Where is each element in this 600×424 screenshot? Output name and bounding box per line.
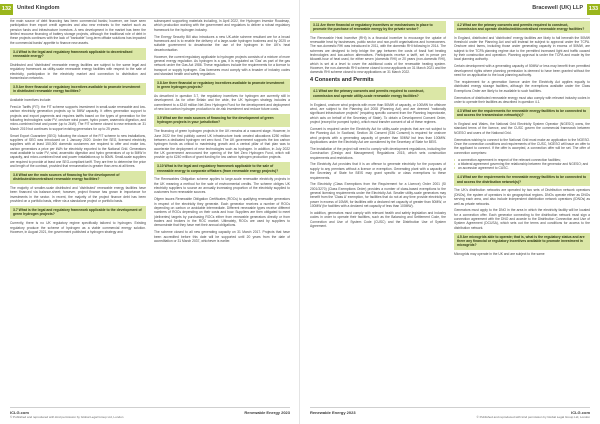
footer-rule <box>310 407 590 408</box>
paragraph: Feed-in Tariffs (FIT): the FIT scheme supports investment in small-scale renewable and low-carbon electricity generation projects up to 5MW capacity. It offers generation support to projects and export payments and requires tariffs based on the types of generation for the following technologies: solar PV, onshore wind power, hydro power, anaerobic digestion, and micro-combined heat and power (up to 2kW). The FIT scheme closed to new entrants on 31 March 2019 but continues to support existing generators for up to 25 years. <box>10 104 146 131</box>
paragraph: In England, distributed and 'distributed' energy facilities are likely to fall beneath the 50MW threshold under the Planning Act and will instead be subject to approval under the TCPA. Onshore wind farms, including those under generating capacity in excess of 50MW, are subject to the TCPA planning regime due to the permitted increased light and traffic caused by their construction and operation. Planning approval is under the TCPA and made by the local planning authority. <box>454 35 590 62</box>
list-item: • an accession agreement to CUSC. <box>454 166 590 170</box>
paragraph: The UK's distribution networks are operated by two sets of Distribution network operators (DNOs), the system of operators in six geographical regions. DNOs operate either as DNOs serving each area, and also include independent distribution network operators (IDNOs) as well as private networks. <box>454 188 590 206</box>
paragraph: Currently, there is no UK regulatory regime specifically tailored to hydrogen. Existing regulatory produce the scheme of hydrogen as a viable commercial energy solution. However, in August 2021, the government published a hydrogen strategy and <box>10 221 146 234</box>
paragraph: The Electricity (Class Exemptions from the Requirement for a Licence) Order 2001 (SI 2001/3270) (Class Exemptions Order) provides a number of class-based exemptions to the general licensing requirements under the Electricity Act. Smaller utility-scale generators may benefit from the 'Class A' exemption, for facilities that do not at any time provide electricity in power in excess of 10MW, for facilities with a declared net capacity of greater than 50MW, or 100MW (for facilities with a declared net capacity of less than 100MW). <box>310 182 446 209</box>
bullet-list <box>454 158 590 171</box>
text-columns <box>310 19 590 404</box>
footer-copyright: © Published and reproduced with kind permission by Global Legal Group Ltd, London <box>10 415 124 419</box>
paragraph: Smart Export Guarantee (SEG): following the closure of the FIT scheme to new installations, suppliers of SEG was introduced on 1 January 2020. Under the SEG, licensed electricity suppliers with at least 150,000 domestic customers are required to offer and make low-carbon generators a price per kWh for electricity exported to the National Grid. Generators must available to solar PV, wind, anaerobic digestion and hydro generators of up to 5MW in capacity, and micro-combined heat and power installations up to 50kW. Small-scale suppliers are required to provide at least one SEG-compliant tariff. They are free to determine the price and length of the contract, provided that remuneration is greater than zero at all times. <box>10 133 146 168</box>
question-box: 3.9 What are the main sources of financing for the development of green hydrogen projects in your jurisdiction? <box>154 114 290 127</box>
paragraph: Consent is required under the Electricity Act for utility-scale projects that are not subject to the Planning Act. In Scotland, Section 36 Consent (S36 Consent) is required for onshore wind projects with a generating capacity of greater than 50MW but less than 100MW. Applications under the Electricity Act are considered by the Secretary of State for BEIS. <box>310 126 446 144</box>
paragraph: Microgrids may operate in the UK and are subject to the same <box>454 252 545 257</box>
question-box: 3.4 What is the legal and regulatory framework applicable to decentralised renewable energy? <box>10 48 146 61</box>
paragraph: Ofgem issues Renewable Obligation Certificates (ROCs) to qualifying renewable generators in respect of the electricity they generate. Each generator receives a number of ROCs depending on carbon or avoidable intermediate. Different renewable types receive different numbers of ROCs depending on their costs and how. Suppliers are then obligated to meet (deliveries) targets by purchasing ROCs either from renewable generators directly or from traders and brokers in the ROC market. Ultimately, ROCs are used by suppliers to demonstrate that they have met their annual obligations. <box>154 197 290 228</box>
paragraph: the main source of debt financing has been commercial banks; however, we have seen participation from export credit agencies and also new entrants to the market such as pension funds and infrastructure investors. A new development in the market has been the limited recourse financing of battery storage projects, although the traditional role of debt in these projects continues with the lack of "bankable" long-term offtake solutions has impacted the commercial banks' appetite to finance new assets. <box>10 19 146 45</box>
paragraph: subsequent supporting materials including, in April 2022, the Hydrogen Investor Roadmap, which production working with the government and regulators to deliver a robust regulatory framework for the hydrogen industry. <box>154 19 290 32</box>
list-item: • a connection agreement in respect of the relevant connection facilities; <box>454 158 590 162</box>
question-box: 4.3 What are the requirements for renewable energy facilities to be connected to and access the transmission network(s)? <box>454 107 590 120</box>
question-box: 4.2 What are the primary consents and permits required to construct, commission and operate distributed/decentralised renewable energy facilities? <box>454 21 590 34</box>
footer-site: ICLG.com <box>10 410 29 415</box>
paragraph: The financing of green hydrogen projects in the UK remains at a nascent stage. However, in June 2022 the first publicly owned UK infrastructure bank created allocations £250 million between a dedicated hydrogen net zero fund. The UK government supports the low carbon hydrogen funds as critical to maximising growth and a central pillar of that plan was to accelerate the deployment of new technologies such as hydrogen. In addition, in July 2022 the UK government announced the opening of the Net Zero Hydrogen Fund, which will provide up to £240 million of grant funding for low carbon hydrogen production projects. <box>154 129 290 160</box>
footer-rule <box>10 407 290 408</box>
paragraph: In England, onshore wind projects with more than 50MW of capacity, or 100MW for offshore wind, are subject to the Planning Act 2008 (Planning Act) and are deemed "nationally significant infrastructure projects" (requiring specific consent from the Planning Inspectorate, which acts on behalf of the Secretary of State). To obtain a Development Consent Order, project (except for pumped hydro), which must transfer consent of all of these regimes. <box>310 102 446 124</box>
question-box: 3.7 What is the legal and regulatory framework applicable to the development of green hydrogen projects? <box>10 206 146 219</box>
paragraph: The Renewable Heat Incentive (RHI) is a financial incentive to encourage the uptake of renewable heat by businesses, public sector and non-profit organisations and homeowners. The non-domestic RHI was introduced in 2011, with the domestic RHI following in 2014. The schemes are designed to help bridge the gap between the costs of fossil fuel heating technologies and low-carbon alternatives. Participants receive a tariff, set in pence per kilowatt-hour of heat used, for either seven (domestic RHI) or 20 years (non-domestic RHI), which is set at a level to cover the additional costs of the renewable heating system. However, the non-domestic RHI scheme closed to new applicants on 31 March 2021 and the domestic RHI scheme closed to new applications on 31 March 2022. <box>310 35 446 75</box>
footer-copyright: © Published and reproduced with kind permission by Global Legal Group Ltd, London <box>476 415 590 419</box>
paragraph: Generators wishing to connect to the National Grid must make an application to the NGESO. Once the connection conditions and requirements of the CUSC, NGESO will issue an offer to the applicant to connect. If the offer is accepted, a connection offer will be set. The offer of connection comprises: <box>454 137 590 155</box>
header-title: Bracewell (UK) LLP <box>532 5 583 11</box>
page-footer <box>10 407 290 420</box>
paragraph: The installation of the project will need to comply with development regulations, including the Construction (Design and Management) Regulations 2015, which sets construction requirements and restrictions. <box>310 146 446 160</box>
right-page <box>300 0 600 424</box>
question-box: 4.4 What are the requirements for renewable energy facilities to be connected to and access the distribution network(s)? <box>454 173 590 186</box>
paragraph: Distributed and 'distributed' renewable energy facilities are subject to the same legal and regulatory framework as utility-scale renewable energy facilities with respect to the sale of electricity, participation in the electricity market and connection to distribution and transmission networks. <box>10 62 146 80</box>
paragraph: The scheme closed to all new generating capacity on 31 March 2017. Projects that have been accredited before this date will be supported until 20 years from the date of accreditation or 31 March 2037, whichever is earlier. <box>154 230 290 244</box>
paragraph: Generators of distributed renewable energy must also comply with relevant industry codes in order to operate their facilities as described in question 4.1. <box>454 95 590 104</box>
paragraph: In addition, generators must comply with relevant health and safety legislation and industry codes in order to operate their facilities, such as the Balancing and Settlement Code, the Connection and Use of System Code (CUSC) and the Distribution Use of System Agreement. <box>310 211 446 229</box>
footer-publication: Renewable Energy 2023 <box>310 410 356 415</box>
paragraph: In England and Wales, the National Grid Electricity System Operator (NGESO) owns, the standard terms of the licence, and the CUSC govern the commercial framework between NGESO and users of the National Grid. <box>454 122 590 135</box>
page-header <box>300 4 600 16</box>
question-box: 3.6 What are the main sources of financing for the development of distributed/decentralised renewable energy facilities? <box>10 171 146 184</box>
paragraph: However, the current regulatory applicable to hydrogen projects consists of a mixture of more general energy regulation. As hydrogen is a gas, it is regulated as 'Gas' as part of the gas network under the Gas Act 1986. These regulations include the requirements for a licence to transport or supply hydrogen. Gas licensees must comply with a broader of industry codes and standard health and safety regulation. <box>154 54 290 76</box>
section-heading: 4 Consents and Permits <box>310 77 374 84</box>
page-footer <box>310 407 590 420</box>
column-2 <box>154 19 290 404</box>
paragraph: As described in question 3.7, the regulatory incentives for hydrogen are currently still in development. As for other Britain and the wide, the UK hydrogen strategy includes a commitment to a £240 million Net Zero Hydrogen Fund for the development and deployment of new low carbon hydrogen production to de-risk investment and reduce future costs. <box>154 94 290 112</box>
page-number: 133 <box>587 4 600 15</box>
paragraph: Available incentives include: <box>10 98 52 102</box>
footer-publication: Renewable Energy 2023 <box>244 410 290 415</box>
paragraph: Certain development with a generating capacity of 50MW or less may benefit from permitted development rights where planning permission is deemed to have been granted without the need for an application to the local planning authority. <box>454 64 590 78</box>
paragraph: The requirement for a generation licence under the Electricity Act applies equally to distributed energy storage facilities, although the exemptions available under the Class Exemptions Order are likely to be available to such facilities. <box>454 79 590 93</box>
text-columns <box>10 19 290 404</box>
paragraph: Generators must apply to the DNO in the area in which the electricity facility will be located for a connection offer. Each generator connecting to the distribution network must sign a connection agreement with the DNO and accede to the Distribution Connection and Use of System Agreement (DCUSA), which sets out the terms and conditions for access to the distribution network. <box>454 208 590 230</box>
column-2 <box>454 19 590 404</box>
question-box: 4.5 Are microgrids able to operate; that is, what is the regulatory status and are there any financial or regulatory incentives available to promote investment in microgrids? <box>454 233 590 250</box>
paragraph: The majority of smaller-scale distributed and 'distributed' renewable energy facilities have been financed via balance-sheet; however, project finance has grown in importance for investments in the sector. In recent, the majority of the project finance debt has been provided on a portfolio basis, either via a standalone project or portfolio basis. <box>10 186 146 204</box>
column-1 <box>310 19 446 404</box>
question-box: 3.5 Are there financial or regulatory incentives available to promote investment in distributed renewable energy facilities? <box>10 83 146 96</box>
question-box: 3.11 Are there financial or regulatory incentives or mechanisms in place to promote the purchase of renewable energy by the private sector? <box>310 21 446 34</box>
page-header <box>0 4 300 16</box>
question-box: 3.10 What is the legal and regulatory framework applicable to the sale of renewable energy to corporate offtakers (from renewable energy projects)? <box>154 162 290 175</box>
paragraph: The Energy Security Bill also introduces a new UK-wide scheme resultant are for a broad framework and is to enable the delivery of a large-scale hydrogen business and by 2025 or suitable government to decarbonise the use of the hydrogen in the UK's heat decarbonisation. <box>154 34 290 52</box>
page-number: 132 <box>0 4 13 15</box>
footer-site: ICLG.com <box>571 410 590 415</box>
paragraph: The Renewables Obligation scheme applies to large-scale renewable electricity projects in the UK meaning a method for the sale of environmental credits. The scheme obliges UK electricity suppliers to source an annually increasing proportion of the electricity supplied to customers from renewable sources. <box>154 177 290 195</box>
paragraph: The Electricity Act provides that it is an offence to generate electricity for the purposes of supply to any premises without a licence or exemption. Generating plant with a capacity at the Secretary of State for BEIS may grant specific or class exemptions to these requirements. <box>310 162 446 180</box>
column-1 <box>10 19 146 404</box>
question-box: 4.1 What are the primary consents and permits required to construct, commission and operate utility-scale renewable energy facilities? <box>310 87 446 100</box>
list-item: • a bilateral agreement governing the relationship between the generator and NGESO; and <box>454 162 590 166</box>
question-box: 3.8 Are there financial or regulatory incentives available to promote investment in green hydrogen projects? <box>154 79 290 92</box>
header-title: United Kingdom <box>17 5 60 11</box>
